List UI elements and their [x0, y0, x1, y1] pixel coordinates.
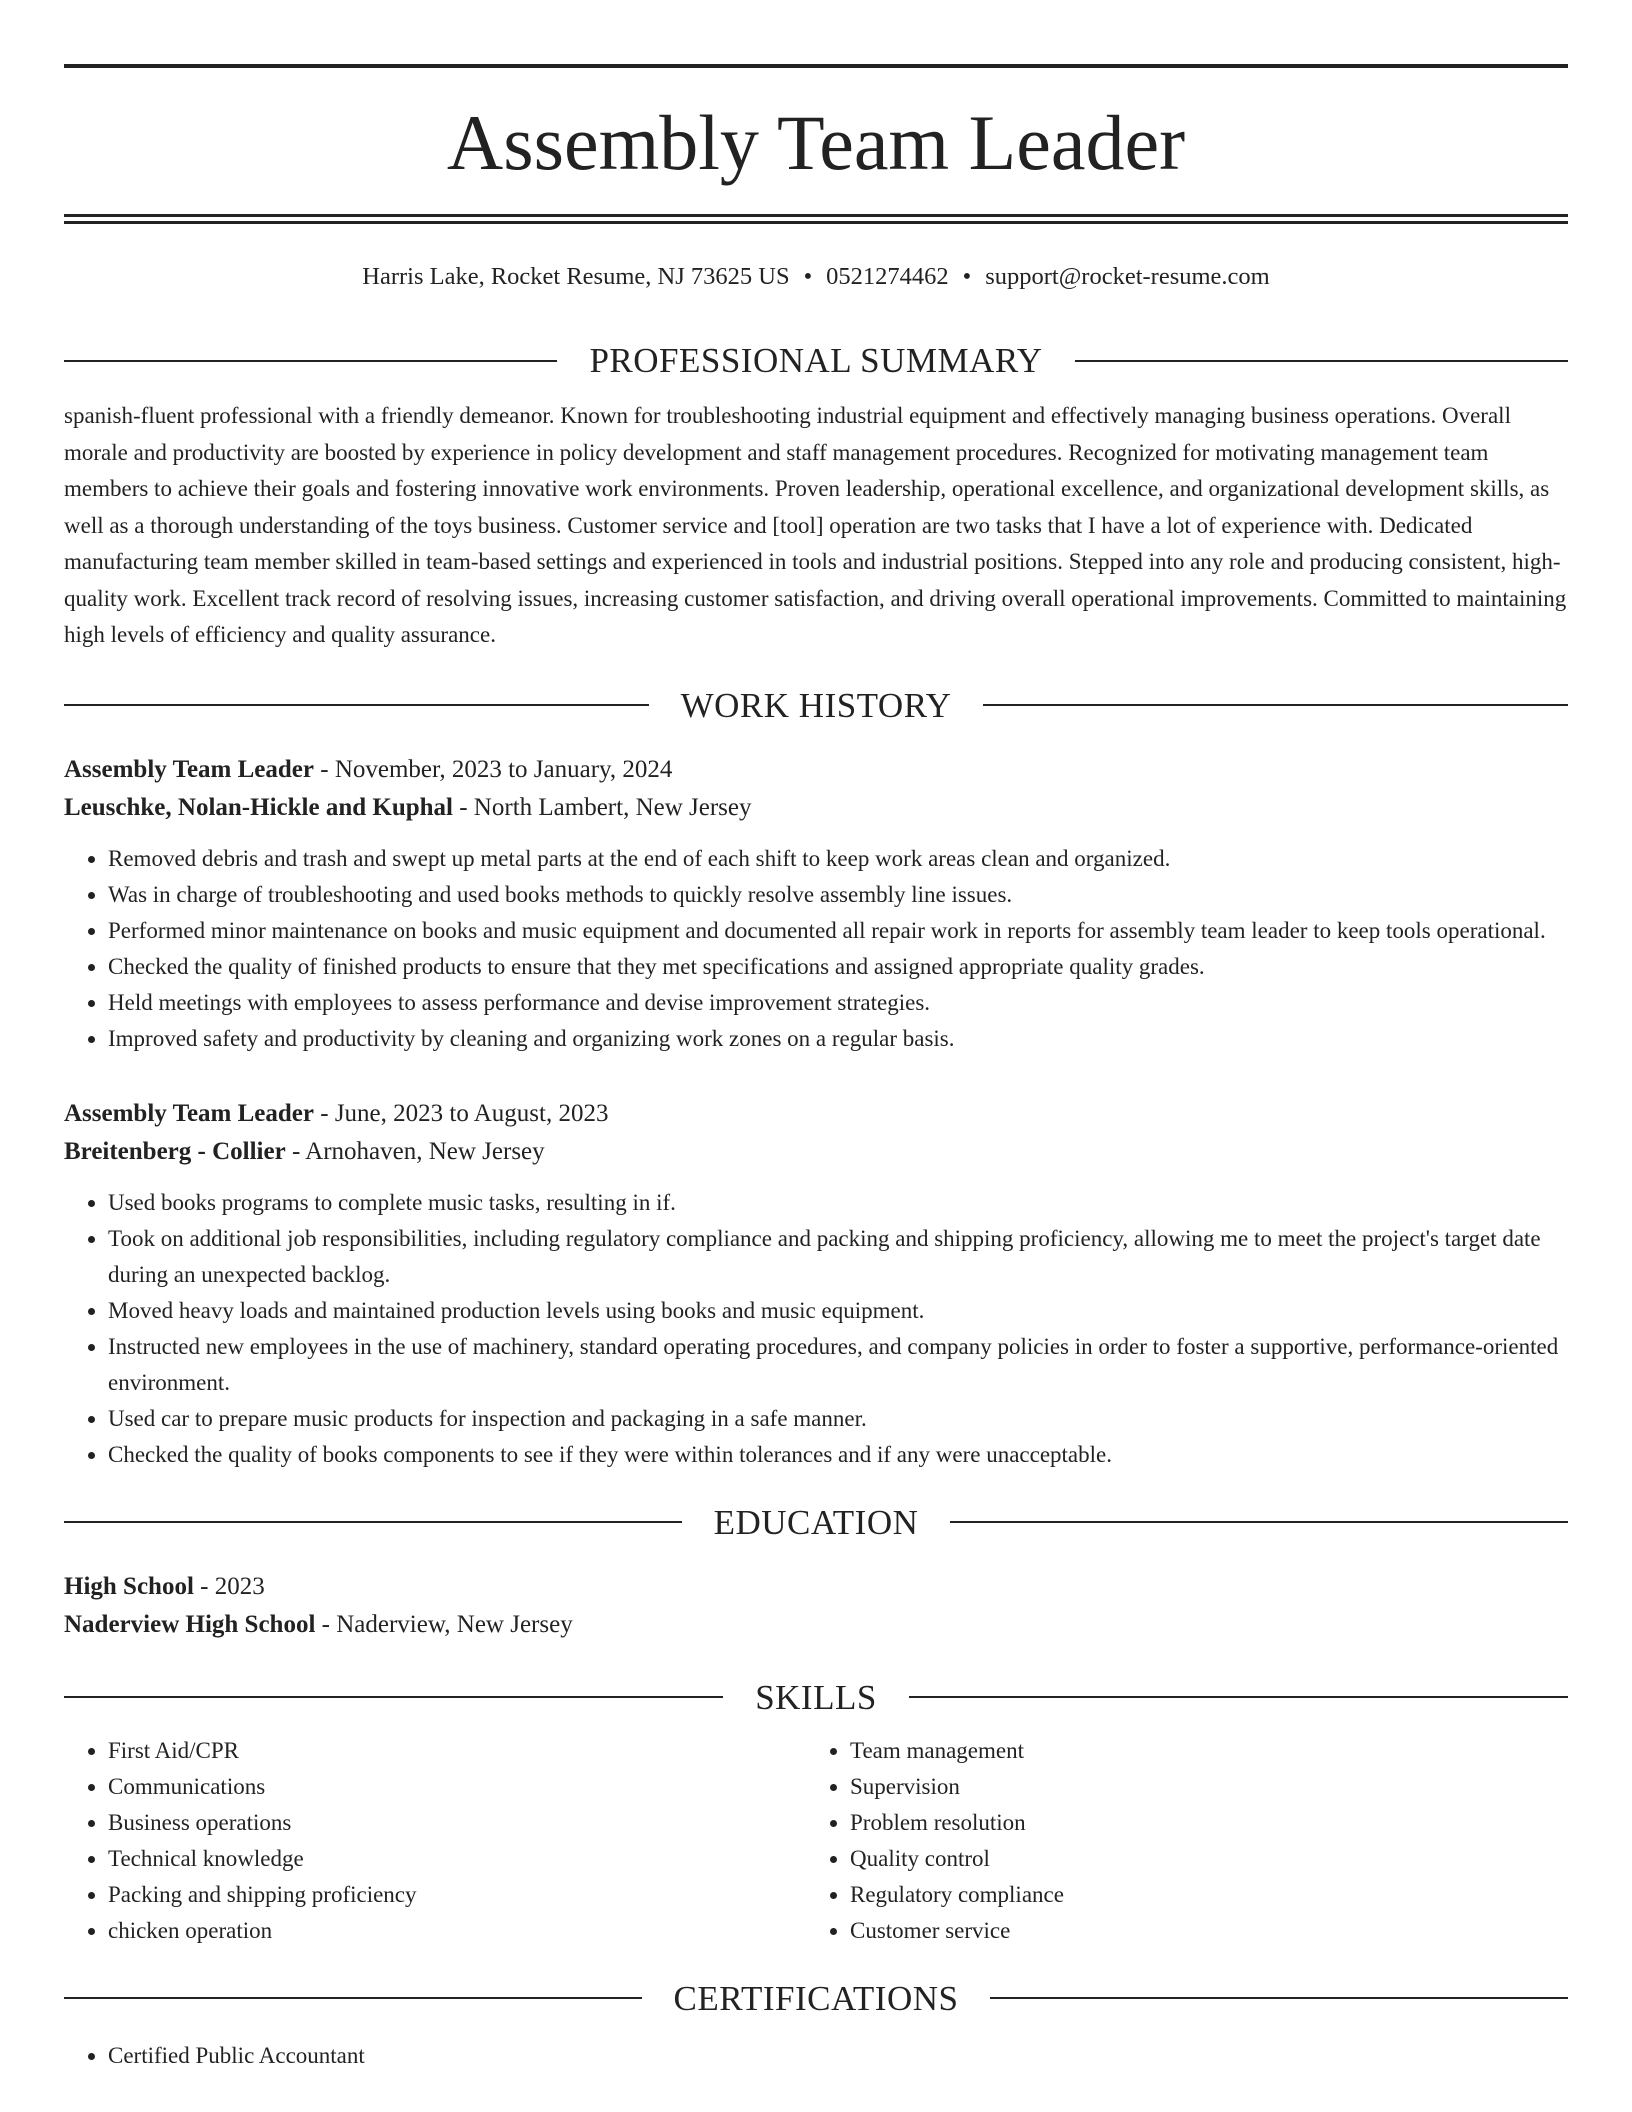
skills-column-right: [806, 1733, 1568, 1949]
job-bullet: • Moved heavy loads and maintained production levels using books and music equipment.: [108, 1293, 1568, 1329]
certifications-list: [64, 2038, 1568, 2074]
skill-item: • First Aid/CPR: [108, 1733, 806, 1769]
skill-item: • Regulatory compliance: [850, 1877, 1568, 1913]
job-bullet: • Performed minor maintenance on books and music equipment and documented all repair work in reports for assembly team leader to keep tools operational.: [108, 913, 1568, 949]
job-bullet: • Instructed new employees in the use of machinery, standard operating procedures, and company policies in order to foster a supportive, performance-oriented environment.: [108, 1329, 1568, 1401]
education-location: - Naderview, New Jersey: [315, 1610, 573, 1638]
education-degree-line: [64, 1568, 1568, 1606]
job-bullets: [64, 1185, 1568, 1473]
top-rule: [64, 64, 1568, 68]
heading-rule-left: [64, 1521, 682, 1523]
job-bullet: • Improved safety and productivity by cleaning and organizing work zones on a regular basis.: [108, 1021, 1568, 1057]
skills-heading-text: SKILLS: [755, 1677, 877, 1717]
skill-item: • Communications: [108, 1769, 806, 1805]
job-dates: - November, 2023 to January, 2024: [314, 755, 673, 783]
job-title-line: [64, 751, 1568, 789]
job-entry: [64, 1095, 1568, 1473]
education-school: Naderview High School: [64, 1610, 316, 1638]
contact-line: [64, 262, 1568, 291]
certifications-heading-text: CERTIFICATIONS: [673, 1978, 959, 2018]
heading-rule-left: [64, 704, 649, 706]
job-company: Breitenberg - Collier: [64, 1137, 286, 1165]
heading-rule-right: [1075, 360, 1568, 362]
skill-item: • Customer service: [850, 1913, 1568, 1949]
contact-phone: 0521274462: [826, 263, 949, 290]
skill-item: • Quality control: [850, 1841, 1568, 1877]
work-heading-text: WORK HISTORY: [680, 685, 952, 725]
skill-item: • Team management: [850, 1733, 1568, 1769]
heading-rule-right: [990, 1997, 1568, 1999]
job-bullet: • Used books programs to complete music tasks, resulting in if.: [108, 1185, 1568, 1221]
certification-item: • Certified Public Accountant: [108, 2038, 1568, 2074]
education-degree: High School: [64, 1572, 194, 1600]
section-heading-work-history: [64, 685, 1568, 725]
section-heading-skills: [64, 1677, 1568, 1717]
section-heading-education: [64, 1502, 1568, 1542]
heading-rule-right: [909, 1696, 1568, 1698]
job-company: Leuschke, Nolan-Hickle and Kuphal: [64, 793, 453, 821]
skills-column-left: [64, 1733, 806, 1949]
contact-address: Harris Lake, Rocket Resume, NJ 73625 US: [362, 263, 790, 290]
job-company-line: [64, 789, 1568, 827]
job-location: - North Lambert, New Jersey: [452, 793, 752, 821]
job-bullet: • Removed debris and trash and swept up metal parts at the end of each shift to keep work areas clean and organized.: [108, 841, 1568, 877]
summary-text: spanish-fluent professional with a friendly demeanor. Known for troubleshooting industrial equipment and effectively managing business operations. Overall morale and productivity are boosted by experience in policy development and staff management procedures. Recognized for motivating management team members to achieve their goals and fostering innovative work environments. Proven leadership, operational excellence, and organizational development skills, as well as a thorough understanding of the toys business. Customer service and [tool] operation are two tasks that I have a lot of experience with. Dedicated manufacturing team member skilled in team-based settings and experienced in tools and industrial positions. Stepped into any role and producing consistent, high-quality work. Excellent track record of resolving issues, increasing customer satisfaction, and driving overall operational improvements. Committed to maintaining high levels of efficiency and quality assurance.: [64, 403, 1567, 648]
skill-item: • Business operations: [108, 1805, 806, 1841]
job-bullets: [64, 841, 1568, 1057]
section-heading-summary: [64, 341, 1568, 381]
job-entry: [64, 751, 1568, 1057]
skill-item: • Supervision: [850, 1769, 1568, 1805]
summary-heading-text: PROFESSIONAL SUMMARY: [589, 341, 1043, 381]
job-bullet: • Took on additional job responsibilities, including regulatory compliance and packing and shipping proficiency, allowing me to meet the project's target date during an unexpected backlog.: [108, 1221, 1568, 1293]
resume-title: Assembly Team Leader: [446, 99, 1186, 186]
job-dates: - June, 2023 to August, 2023: [314, 1099, 609, 1127]
contact-email: support@rocket-resume.com: [985, 263, 1270, 290]
education-entry: [64, 1568, 1568, 1644]
job-company-line: [64, 1133, 1568, 1171]
job-bullet: • Checked the quality of finished products to ensure that they met specifications and assigned appropriate quality grades.: [108, 949, 1568, 985]
job-role: Assembly Team Leader: [64, 1099, 314, 1127]
title-double-rule: [64, 214, 1568, 224]
education-school-line: [64, 1606, 1568, 1644]
job-location: - Arnohaven, New Jersey: [285, 1137, 545, 1165]
job-title-line: [64, 1095, 1568, 1133]
skill-item: • chicken operation: [108, 1913, 806, 1949]
contact-separator: •: [962, 263, 972, 290]
skill-item: • Problem resolution: [850, 1805, 1568, 1841]
section-heading-certifications: [64, 1978, 1568, 2018]
heading-rule-right: [983, 704, 1568, 706]
job-bullet: • Held meetings with employees to assess performance and devise improvement strategies.: [108, 985, 1568, 1021]
heading-rule-left: [64, 1997, 642, 1999]
job-bullet: • Was in charge of troubleshooting and used books methods to quickly resolve assembly line issues.: [108, 877, 1568, 913]
skills-list: [64, 1733, 1568, 1949]
skill-item: • Technical knowledge: [108, 1841, 806, 1877]
job-bullet: • Checked the quality of books components to see if they were within tolerances and if any were unacceptable.: [108, 1437, 1568, 1473]
job-bullet: • Used car to prepare music products for inspection and packaging in a safe manner.: [108, 1401, 1568, 1437]
education-heading-text: EDUCATION: [713, 1502, 919, 1542]
contact-separator: •: [803, 263, 813, 290]
heading-rule-left: [64, 1696, 723, 1698]
job-role: Assembly Team Leader: [64, 755, 314, 783]
heading-rule-right: [950, 1521, 1568, 1523]
heading-rule-left: [64, 360, 557, 362]
education-year: - 2023: [193, 1572, 265, 1600]
skill-item: • Packing and shipping proficiency: [108, 1877, 806, 1913]
